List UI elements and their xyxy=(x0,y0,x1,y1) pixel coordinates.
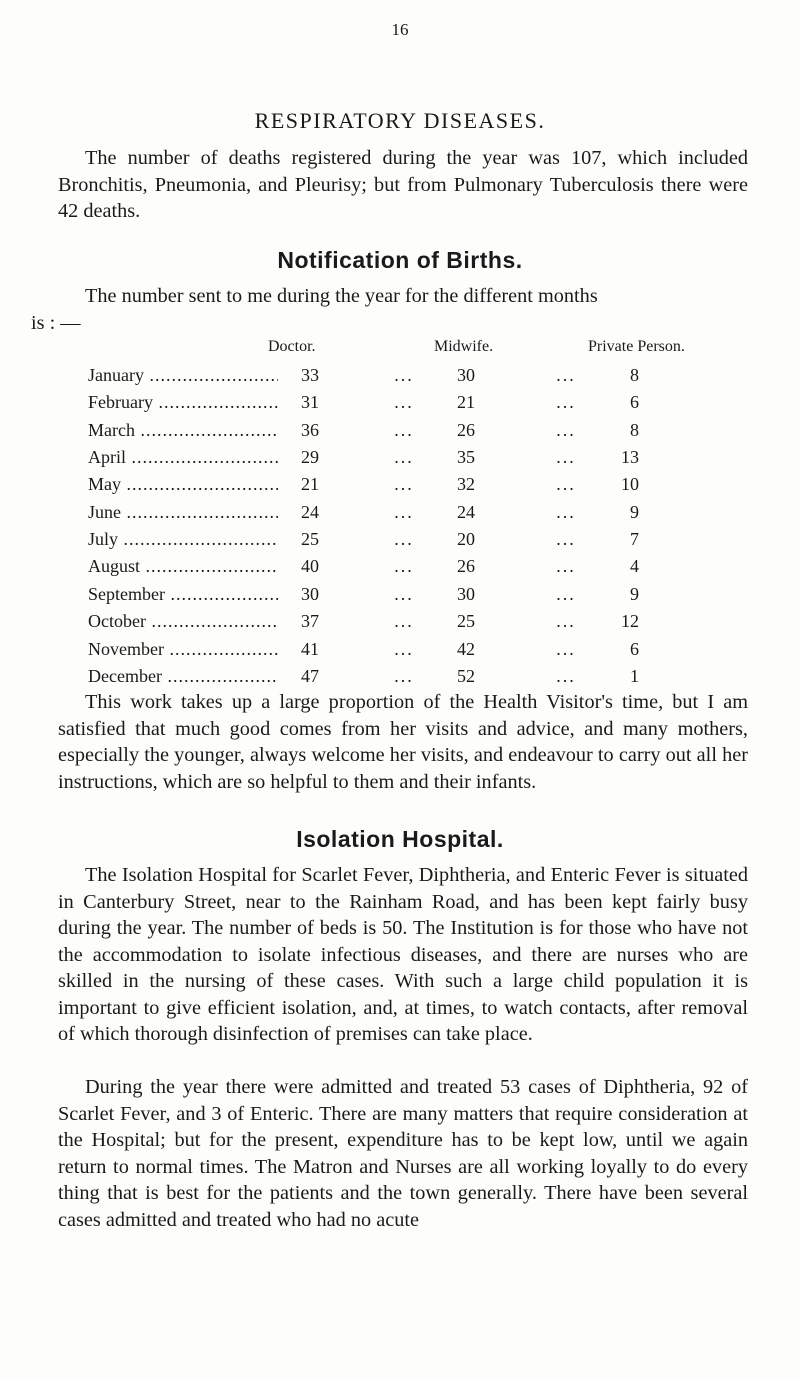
leader-dots: ... xyxy=(556,583,576,604)
midwife-cell: 35 xyxy=(457,447,475,468)
leader-dots: ... xyxy=(394,638,414,659)
table-row xyxy=(0,392,800,418)
midwife-cell: 20 xyxy=(457,529,475,550)
private-person-cell: 8 xyxy=(630,419,639,440)
midwife-cell: 24 xyxy=(457,501,475,522)
private-person-cell: 6 xyxy=(630,638,639,659)
private-person-cell: 10 xyxy=(621,474,639,495)
doctor-cell: 40 xyxy=(301,556,319,577)
leader-dots: ... xyxy=(394,665,414,686)
births-intro-tail: is : — xyxy=(31,311,81,334)
page-number: 16 xyxy=(391,20,409,39)
table-row xyxy=(0,639,800,665)
midwife-cell: 26 xyxy=(457,419,475,440)
midwife-cell: 42 xyxy=(457,638,475,659)
private-person-cell: 4 xyxy=(630,556,639,577)
month-cell: October ..... xyxy=(88,611,278,632)
private-person-cell: 8 xyxy=(630,365,639,385)
health-visitor-paragraph: This work takes up a large proportion of the Health Visitor's time, but I am satisfied that much good comes from her visits and advice, and many mothers, especially the younger, always welcome her visits, and endeavour to carry out all her instructions, which are so helpful to them and their infants. xyxy=(58,691,748,793)
column-header-doctor: Doctor. xyxy=(268,338,316,355)
table-row xyxy=(0,666,800,692)
table-row xyxy=(0,365,800,391)
private-person-cell: 6 xyxy=(630,392,639,413)
month-cell: January ..... xyxy=(88,365,278,386)
leader-dots: ... xyxy=(394,419,414,440)
leader-dots: ... xyxy=(556,611,576,632)
leader-dots: ... xyxy=(556,638,576,659)
isolation-heading: Isolation Hospital. xyxy=(296,826,504,852)
private-person-cell: 7 xyxy=(630,529,639,550)
private-person-cell: 9 xyxy=(630,583,639,604)
month-cell: February ..... xyxy=(88,392,278,413)
month-cell: June ..... xyxy=(88,502,278,523)
doctor-cell: 41 xyxy=(301,638,319,659)
leader-dots: ... xyxy=(394,501,414,522)
leader-dots: ... xyxy=(394,556,414,577)
leader-dots: ... xyxy=(556,474,576,495)
leader-dots: ... xyxy=(394,447,414,468)
leader-dots: ... xyxy=(556,556,576,577)
column-header-private: Private Person. xyxy=(588,338,685,355)
leader-dots: ... xyxy=(556,392,576,413)
leader-dots: ... xyxy=(556,447,576,468)
month-cell: July ..... xyxy=(88,529,278,550)
table-row xyxy=(0,584,800,610)
table-row xyxy=(0,420,800,446)
doctor-cell: 24 xyxy=(301,501,319,522)
private-person-cell: 9 xyxy=(630,501,639,522)
midwife-cell: 21 xyxy=(457,392,475,413)
table-row xyxy=(0,611,800,637)
table-row xyxy=(0,474,800,500)
private-person-cell: 1 xyxy=(630,665,639,686)
doctor-cell: 36 xyxy=(301,419,319,440)
column-header-midwife: Midwife. xyxy=(434,338,494,355)
respiratory-paragraph: The number of deaths registered during the year was 107, which included Bronchitis, Pneumonia, and Pleurisy; but from Pulmonary Tuberculosis there were 42 deaths. xyxy=(58,147,748,222)
leader-dots: ... xyxy=(394,583,414,604)
leader-dots: ... xyxy=(556,501,576,522)
isolation-paragraph-1: The Isolation Hospital for Scarlet Fever, Diphtheria, and Enteric Fever is situated in Canterbury Street, near to the Rainham Road, and has been kept fairly busy during the year. The number of beds is 50. The Institution is for those who have not the accommodation to isolate infectious diseases, and there are nurses who are skilled in the nursing of these cases. With such a large child population it is important to give efficient isolation, and, at times, to watch contacts, after removal of which thorough disinfection of premises can take place. xyxy=(58,864,748,1045)
midwife-cell: 25 xyxy=(457,611,475,632)
isolation-paragraph-2: During the year there were admitted and treated 53 cases of Diphtheria, 92 of Scarlet Fever, and 3 of Enteric. There are many matters that require consideration at the Hospital; but for the present, expenditure has to be kept low, until we again return to normal times. The Matron and Nurses are all working loyally to do every thing that is best for the patients and the town generally. There have been several cases admitted and treated who had no acute xyxy=(58,1076,748,1231)
month-cell: November ..... xyxy=(88,639,278,660)
doctor-cell: 31 xyxy=(301,392,319,413)
leader-dots: ... xyxy=(394,365,414,385)
table-row xyxy=(0,447,800,473)
private-person-cell: 12 xyxy=(621,611,639,632)
respiratory-heading: RESPIRATORY DISEASES. xyxy=(254,108,546,133)
doctor-cell: 25 xyxy=(301,529,319,550)
midwife-cell: 30 xyxy=(457,365,475,385)
table-row xyxy=(0,529,800,555)
leader-dots: ... xyxy=(394,529,414,550)
month-cell: December ..... xyxy=(88,666,278,687)
leader-dots: ... xyxy=(394,474,414,495)
table-row xyxy=(0,502,800,528)
doctor-cell: 21 xyxy=(301,474,319,495)
doctor-cell: 30 xyxy=(301,583,319,604)
doctor-cell: 47 xyxy=(301,665,319,686)
midwife-cell: 30 xyxy=(457,583,475,604)
doctor-cell: 33 xyxy=(301,365,319,385)
month-cell: August ..... xyxy=(88,556,278,577)
doctor-cell: 29 xyxy=(301,447,319,468)
leader-dots: ... xyxy=(394,392,414,413)
births-heading: Notification of Births. xyxy=(277,247,523,273)
leader-dots: ... xyxy=(556,365,576,385)
births-intro xyxy=(31,283,748,336)
leader-dots: ... xyxy=(556,529,576,550)
leader-dots: ... xyxy=(394,611,414,632)
month-cell: April ..... xyxy=(88,447,278,468)
midwife-cell: 32 xyxy=(457,474,475,495)
births-intro-lead: The number sent to me during the year for the different months xyxy=(85,285,598,307)
doctor-cell: 37 xyxy=(301,611,319,632)
month-cell: March ..... xyxy=(88,420,278,441)
month-cell: May ..... xyxy=(88,474,278,495)
month-cell: September ..... xyxy=(88,584,278,605)
table-row xyxy=(0,556,800,582)
leader-dots: ... xyxy=(556,665,576,686)
midwife-cell: 52 xyxy=(457,665,475,686)
leader-dots: ... xyxy=(556,419,576,440)
midwife-cell: 26 xyxy=(457,556,475,577)
private-person-cell: 13 xyxy=(621,447,639,468)
